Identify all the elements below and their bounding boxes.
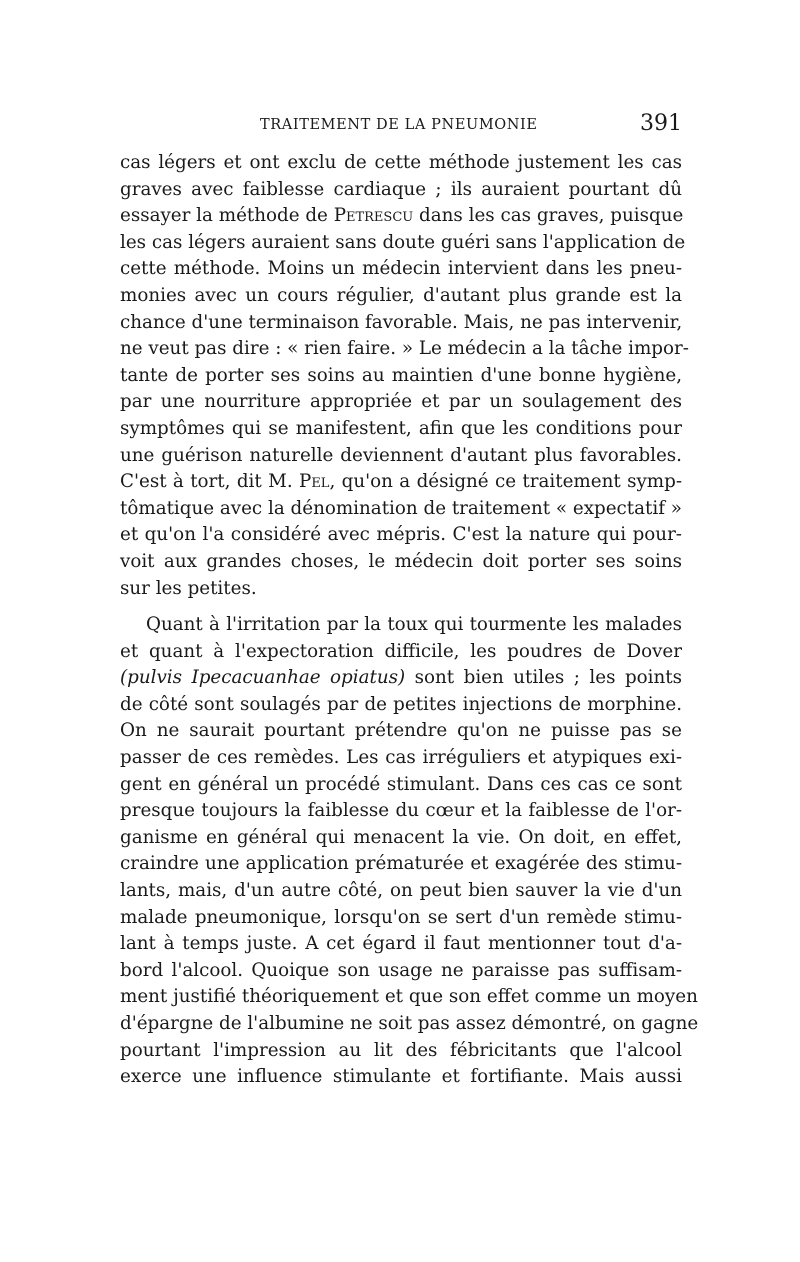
- paragraph-gap: [120, 602, 682, 612]
- text-line: tante de porter ses soins au maintien d'une bonne hygiène,: [120, 364, 682, 386]
- text-line: et quant à l'expectoration difficile, les poudres de Dover: [120, 640, 682, 662]
- text-line: cette méthode. Moins un médecin intervient dans les pneu-: [120, 258, 682, 280]
- text-line: par une nourriture appropriée et par un soulagement des: [120, 391, 682, 413]
- text-line: de côté sont soulagés par de petites injections de morphine.: [120, 693, 682, 715]
- paragraph-2: [120, 612, 699, 1091]
- text-line: passer de ces remèdes. Les cas irréguliers et atypiques exi-: [120, 747, 682, 769]
- body-text: [120, 150, 699, 1091]
- text-line: cas légers et ont exclu de cette méthode justement les cas: [120, 152, 682, 173]
- text-line: ne veut pas dire : « rien faire. » Le médecin a la tâche impor-: [120, 338, 689, 360]
- author-name: Petrescu: [333, 205, 414, 227]
- text-line: lants, mais, d'un autre côté, on peut bien sauver la vie d'un: [120, 880, 682, 902]
- text-line: symptômes qui se manifestent, afin que les conditions pour: [120, 417, 682, 439]
- text-line: les cas légers auraient sans doute guéri sans l'application de: [120, 231, 686, 253]
- author-name: Pel: [299, 471, 330, 493]
- text-line: sur les petites.: [120, 577, 257, 599]
- text-line: C'est à tort, dit M. Pel, qu'on a désigné ce traitement symp-: [120, 471, 682, 493]
- text-line: bord l'alcool. Quoique son usage ne paraisse pas suffisam-: [120, 959, 682, 981]
- running-head: [120, 113, 682, 137]
- text-line: graves avec faiblesse cardiaque ; ils auraient pourtant dû: [120, 178, 682, 200]
- text-line: d'épargne de l'albumine ne soit pas assez démontré, on gagne: [120, 1013, 699, 1034]
- latin-term: (pulvis Ipecacuanhae opiatus): [120, 667, 406, 689]
- text-line: ment justifié théoriquement et que son effet comme un moyen: [120, 986, 698, 1008]
- text-line: presque toujours la faiblesse du cœur et la faiblesse de l'or-: [120, 800, 682, 822]
- text-line: craindre une application prématurée et exagérée des stimu-: [120, 853, 682, 875]
- text-line: gent en général un procédé stimulant. Dans ces cas ce sont: [120, 773, 682, 795]
- text-line: voit aux grandes choses, le médecin doit porter ses soins: [120, 550, 682, 572]
- text-line: et qu'on l'a considéré avec mépris. C'est la nature qui pour-: [120, 524, 682, 546]
- text-line: malade pneumonique, lorsqu'on se sert d'un remède stimu-: [120, 906, 682, 928]
- text-line: pourtant l'impression au lit des fébricitants que l'alcool: [120, 1039, 682, 1061]
- text-line: (pulvis Ipecacuanhae opiatus) sont bien utiles ; les points: [120, 667, 683, 689]
- text-line: tômatique avec la dénomination de traitement « expectatif »: [120, 497, 682, 519]
- text-line: une guérison naturelle deviennent d'autant plus favorables.: [120, 444, 682, 466]
- text-line: On ne saurait pourtant prétendre qu'on ne puisse pas se: [120, 720, 682, 742]
- text-line: ganisme en général qui menacent la vie. On doit, en effet,: [120, 826, 682, 848]
- text-line: exerce une influence stimulante et fortifiante. Mais aussi: [120, 1066, 682, 1088]
- paragraph-1: [120, 150, 689, 602]
- page-number: 391: [640, 111, 682, 136]
- text-line: chance d'une terminaison favorable. Mais, ne pas intervenir,: [120, 311, 683, 333]
- text-line: lant à temps juste. A cet égard il faut mentionner tout d'a-: [120, 933, 682, 955]
- text-line: Quant à l'irritation par la toux qui tourmente les malades: [146, 614, 682, 636]
- text-line: essayer la méthode de Petrescu dans les cas graves, puisque: [120, 205, 684, 227]
- running-title: TRAITEMENT DE LA PNEUMONIE: [260, 117, 538, 133]
- text-line: monies avec un cours régulier, d'autant plus grande est la: [120, 284, 682, 306]
